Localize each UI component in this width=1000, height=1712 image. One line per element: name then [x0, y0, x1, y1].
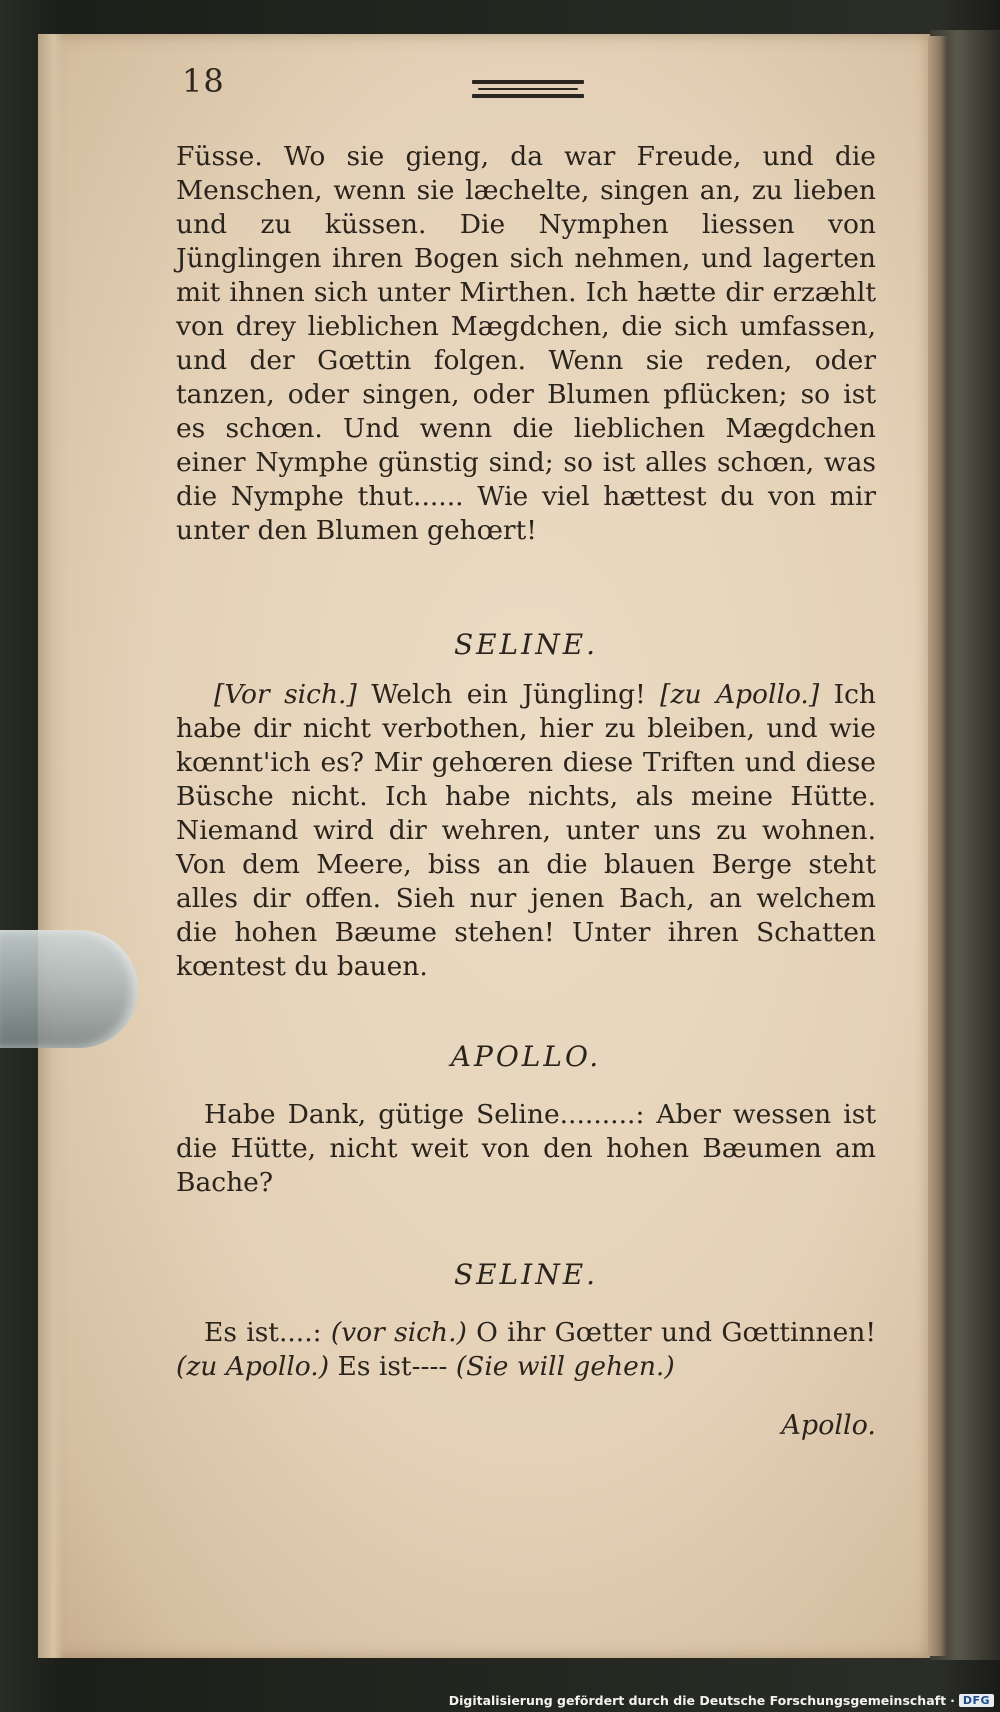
speech-text: O ihr Gœtter und Gœttinnen! — [466, 1317, 876, 1348]
speech-text: Es ist....: — [204, 1317, 331, 1348]
paragraph-seline-speech — [176, 1316, 876, 1384]
digitization-credit — [449, 1693, 994, 1708]
page-number: 18 — [182, 62, 225, 100]
stage-direction: [zu Apollo.] — [660, 679, 820, 710]
stage-direction: [Vor sich.] — [214, 679, 357, 710]
ornament-rule — [478, 88, 579, 90]
dfg-logo-icon: DFG — [959, 1694, 994, 1707]
page-fore-edge — [928, 36, 948, 1656]
page-gutter-shadow — [38, 34, 64, 1658]
stage-direction: (zu Apollo.) — [176, 1351, 330, 1382]
paragraph-continuation: Füsse. Wo sie gieng, da war Freude, und die Menschen, wenn sie læchelte, singen an, zu lieben und zu küssen. Die Nymphen liessen von Jünglingen ihren Bogen sich nehmen, und lagerten mit ihnen sich unter Mirthen. Ich hætte dir erzæhlt von drey lieblichen Mægdchen, die sich umfassen, und der Gœttin folgen. Wenn sie reden, oder tanzen, oder singen, oder Blumen pflücken; so ist es schœn. Und wenn die lieblichen Mægdchen einer Nymphe günstig sind; so ist alles schœn, was die Nymphe thut...... Wie viel hættest du von mir unter den Blumen gehœrt! — [176, 141, 876, 546]
page-clip-bookmark — [0, 930, 138, 1048]
paragraph-seline-speech — [176, 678, 876, 984]
paragraph-apollo-speech: Habe Dank, gütige Seline.........: Aber wessen ist die Hütte, nicht weit von den hohen Bæumen am Bache? — [176, 1099, 876, 1198]
speech-text: Es ist---- — [329, 1351, 456, 1382]
stage-direction: (vor sich.) — [330, 1317, 467, 1348]
credit-separator: · — [950, 1693, 955, 1708]
stage-direction: (Sie will gehen.) — [455, 1351, 675, 1382]
speaker-heading-seline: SELINE. — [453, 628, 599, 661]
catchword: Apollo. — [781, 1410, 876, 1441]
speech-text: Welch ein Jüngling! — [356, 679, 661, 710]
header-ornament — [472, 80, 584, 102]
ornament-rule — [472, 94, 584, 98]
speaker-heading-seline: SELINE. — [453, 1258, 599, 1291]
ornament-rule — [472, 80, 584, 84]
credit-text: Digitalisierung gefördert durch die Deutsche Forschungsgemeinschaft — [448, 1693, 947, 1708]
speech-text: Ich habe dir nicht verbothen, hier zu bleiben, und wie kœnnt'ich es? Mir gehœren diese Triften und diese Büsche nicht. Ich habe nichts, als meine Hütte. Niemand wird dir wehren, unter uns zu wohnen. Von dem Meere, biss an die blauen Berge steht alles dir offen. Sieh nur jenen Bach, an welchem die hohen Bæume stehen! Unter ihren Schatten kœntest du bauen. — [176, 679, 876, 982]
speaker-heading-apollo: APOLLO. — [450, 1040, 602, 1073]
